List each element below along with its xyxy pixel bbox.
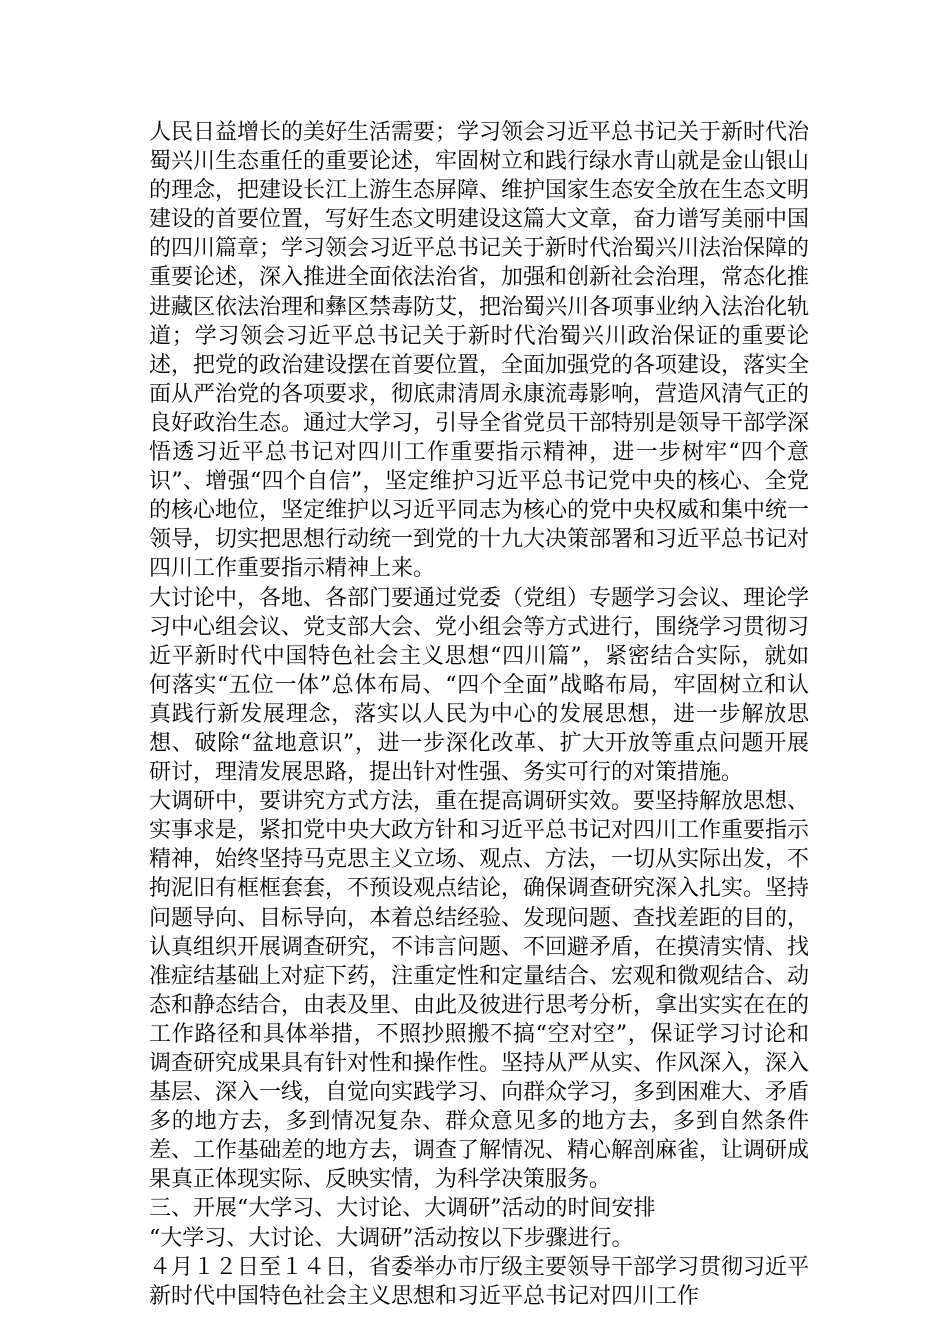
section-heading-schedule: 三、开展“大学习、大讨论、大调研”活动的时间安排 [149, 1196, 656, 1222]
document-body [149, 118, 809, 1311]
paragraph-research: 大调研中，要讲究方式方法，重在提高调研实效。要坚持解放思想、实事求是，紧扣党中央大政方针和习近平总书记对四川工作重要指示精神，始终坚持马克思主义立场、观点、方法，一切从实际出发，不拘泥旧有框框套套，不预设观点结论，确保调查研究深入扎实。坚持问题导向、目标导向，本着总结经验、发现问题、查找差距的目的，认真组织开展调查研究，不讳言问题、不回避矛盾，在摸清实情、找准症结基础上对症下药，注重定性和定量结合、宏观和微观结合、动态和静态结合，由表及里、由此及彼进行思考分析，拿出实实在在的工作路径和具体举措，不照抄照搬不搞“空对空”，保证学习讨论和调查研究成果具有针对性和操作性。坚持从严从实、作风深入，深入基层、深入一线，自觉向实践学习、向群众学习，多到困难大、矛盾多的地方去，多到情况复杂、群众意见多的地方去，多到自然条件差、工作基础差的地方去，调查了解情况、精心解剖麻雀，让调研成果真正体现实际、反映实情，为科学决策服务。 [149, 789, 810, 1193]
paragraph-discussion: 大讨论中，各地、各部门要通过党委（党组）专题学习会议、理论学习中心组会议、党支部大会、党小组会等方式进行，围绕学习贯彻习近平新时代中国特色社会主义思想“四川篇”，紧密结合实际，就如何落实“五位一体”总体布局、“四个全面”战略布局，牢固树立和认真践行新发展理念，落实以人民为中心的发展思想，进一步解放思想、破除“盆地意识”，进一步深化改革、扩大开放等重点问题开展研讨，理清发展思路，提出针对性强、务实可行的对策措施。 [149, 585, 810, 786]
paragraph-april-schedule: ４月１２日至１４日，省委举办市厅级主要领导干部学习贯彻习近平新时代中国特色社会主义思想和习近平总书记对四川工作 [149, 1254, 810, 1309]
paragraph-steps-intro: “大学习、大讨论、大调研”活动按以下步骤进行。 [149, 1225, 634, 1251]
paragraph-study-content: 人民日益增长的美好生活需要；学习领会习近平总书记关于新时代治蜀兴川生态重任的重要论述，牢固树立和践行绿水青山就是金山银山的理念，把建设长江上游生态屏障、维护国家生态安全放在生态文明建设的首要位置，写好生态文明建设这篇大文章，奋力谱写美丽中国的四川篇章；学习领会习近平总书记关于新时代治蜀兴川法治保障的重要论述，深入推进全面依法治省，加强和创新社会治理，常态化推进藏区依法治理和彝区禁毒防艾，把治蜀兴川各项事业纳入法治化轨道；学习领会习近平总书记关于新时代治蜀兴川政治保证的重要论述，把党的政治建设摆在首要位置，全面加强党的各项建设，落实全面从严治党的各项要求，彻底肃清周永康流毒影响，营造风清气正的良好政治生态。通过大学习，引导全省党员干部特别是领导干部学深悟透习近平总书记对四川工作重要指示精神，进一步树牢“四个意识”、增强“四个自信”，坚定维护习近平总书记党中央的核心、全党的核心地位，坚定维护以习近平同志为核心的党中央权威和集中统一领导，切实把思想行动统一到党的十九大决策部署和习近平总书记对四川工作重要指示精神上来。 [149, 120, 810, 582]
